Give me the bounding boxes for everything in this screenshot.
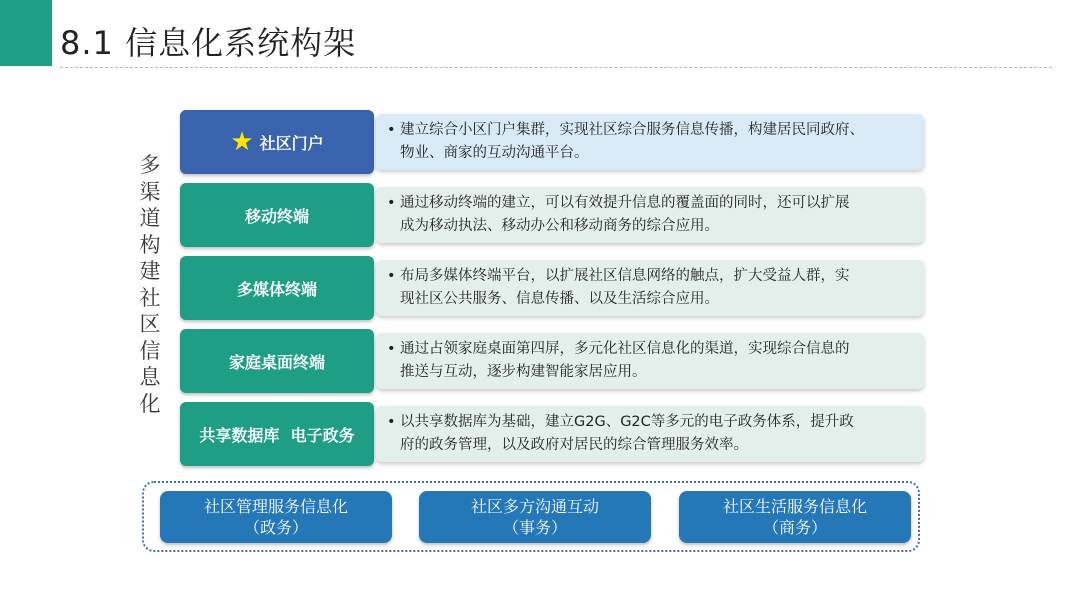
row-description-line: • 通过移动终端的建立，可以有效提升信息的覆盖面的同时，还可以扩展 xyxy=(400,195,850,211)
side-label-char: 信 xyxy=(139,338,161,363)
row-label-text: 多媒体终端 xyxy=(236,279,317,299)
row-label-mobile-terminal xyxy=(180,183,374,247)
row-multimedia-terminal xyxy=(180,256,926,320)
row-mobile-terminal xyxy=(180,183,926,247)
title-divider xyxy=(60,67,1052,68)
row-description xyxy=(376,260,924,316)
title-accent-bar xyxy=(0,0,52,66)
bottom-box-governance xyxy=(160,491,392,543)
row-label-multimedia-terminal xyxy=(180,256,374,320)
side-label-char: 区 xyxy=(139,312,161,336)
side-label-char: 道 xyxy=(139,206,161,230)
row-description-line: 府的政务管理，以及政府对居民的综合管理服务效率。 xyxy=(400,437,748,453)
star-icon: ★ xyxy=(230,127,254,157)
bottom-box-subtitle: （事务） xyxy=(502,518,567,537)
row-label-text: 共享数据库 电子政务 xyxy=(199,425,355,445)
row-label-home-desktop-terminal xyxy=(180,329,374,393)
row-label-text: 家庭桌面终端 xyxy=(228,352,325,372)
side-label-char: 社 xyxy=(139,285,161,310)
side-label-char: 息 xyxy=(139,365,161,389)
bottom-box-subtitle: （商务） xyxy=(762,518,827,537)
row-description-line: • 建立综合小区门户集群，实现社区综合服务信息传播，构建居民同政府、 xyxy=(400,122,864,138)
row-label-text: 社区门户 xyxy=(259,133,324,153)
bottom-box-affairs xyxy=(419,491,651,543)
row-description-line: 物业、商家的互动沟通平台。 xyxy=(400,145,589,161)
row-description-line: 推送与互动，逐步构建智能家居应用。 xyxy=(400,364,647,380)
row-description-line: 现社区公共服务、信息传播、以及生活综合应用。 xyxy=(400,291,719,307)
row-home-desktop-terminal xyxy=(180,329,926,393)
bottom-box-title: 社区生活服务信息化 xyxy=(722,497,867,516)
side-label-char: 化 xyxy=(139,391,161,416)
row-description xyxy=(376,114,924,170)
page-title: 8.1 信息化系统构架 xyxy=(60,24,357,62)
row-description-line: • 布局多媒体终端平台，以扩展社区信息网络的触点，扩大受益人群，实 xyxy=(400,268,850,284)
side-label-char: 建 xyxy=(139,259,161,283)
row-description xyxy=(376,187,924,243)
row-shared-database-egov xyxy=(180,402,926,466)
row-label-community-portal xyxy=(180,110,374,174)
row-description-line: 成为移动执法、移动办公和移动商务的综合应用。 xyxy=(400,218,719,234)
row-description-line: • 通过占领家庭桌面第四屏，多元化社区信息化的渠道，实现综合信息的 xyxy=(400,341,850,357)
row-description xyxy=(376,406,924,462)
bottom-box-subtitle: （政务） xyxy=(243,518,308,537)
bottom-box-title: 社区多方沟通互动 xyxy=(470,497,599,516)
row-description xyxy=(376,333,924,389)
bottom-box-title: 社区管理服务信息化 xyxy=(203,497,348,516)
row-community-portal xyxy=(180,110,926,174)
side-label-char: 渠 xyxy=(139,179,161,204)
side-label-char: 构 xyxy=(139,232,161,257)
row-label-shared-database-egov xyxy=(180,402,374,466)
bottom-box-commerce xyxy=(679,491,911,543)
side-label-char: 多 xyxy=(139,153,161,177)
row-description-line: • 以共享数据库为基础，建立G2G、G2C等多元的电子政务体系，提升政 xyxy=(400,414,854,430)
side-vertical-label xyxy=(132,152,168,417)
row-label-text: 移动终端 xyxy=(244,206,309,226)
